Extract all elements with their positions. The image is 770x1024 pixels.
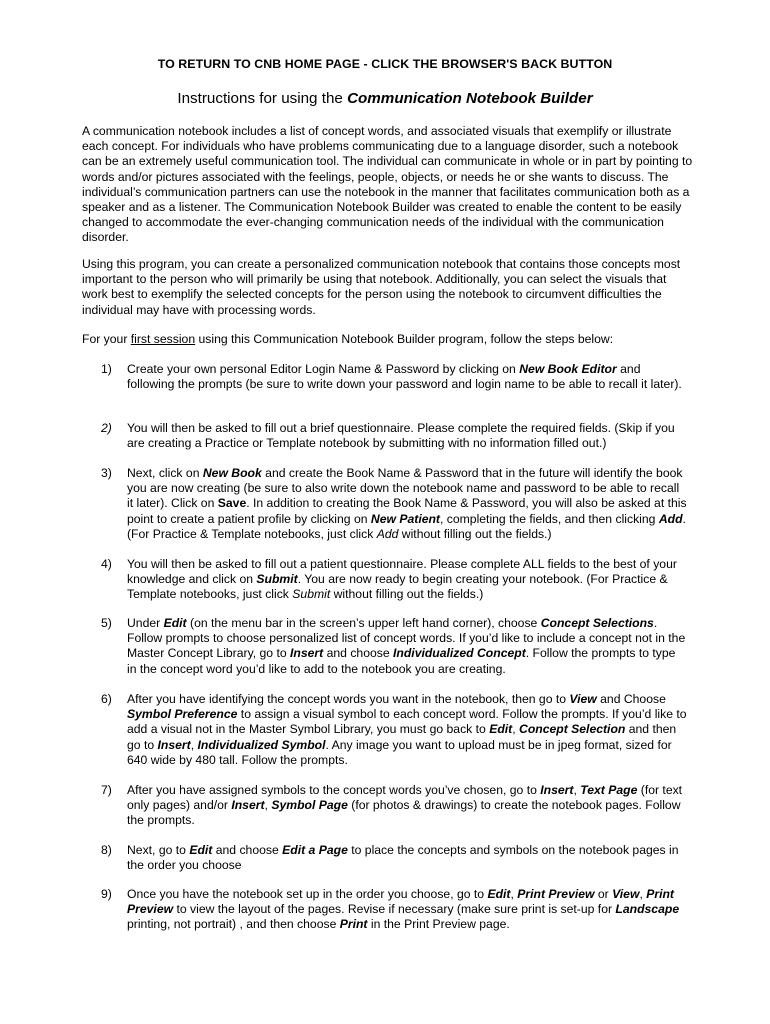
intro-paragraph-3 <box>82 332 694 347</box>
step-text-segment: without filling out the fields.) <box>330 587 484 602</box>
step-text-segment: without filling out the fields.) <box>398 526 552 541</box>
step-emphasis-text: Save <box>217 496 247 511</box>
step-text-segment: Under <box>127 616 164 630</box>
step-text-segment: After you have identifying the concept words you want in the notebook, then go to <box>127 692 570 706</box>
step-text-segment: and choose <box>212 843 283 857</box>
step-text <box>127 616 687 677</box>
intro-paragraph-2: Using this program, you can create a personalized communication notebook that contains those concepts most important to the person who will primarily be using that notebook. Additionally, you can select the visuals that work best to exemplify the selected concepts for the person using the notebook to circumvent difficulties the individual may have with processing words. <box>82 257 681 317</box>
step-text-segment: , <box>510 887 518 901</box>
step-emphasis-text: Print <box>339 917 368 932</box>
step-emphasis-text: Concept Selections <box>540 616 654 630</box>
title-emphasis: Communication Notebook Builder <box>347 90 593 107</box>
step-emphasis-text: Insert <box>157 737 191 752</box>
step-text-segment: or <box>594 887 613 901</box>
step-text-segment: . You are now ready to begin creating your notebook. (For Practice & Template notebooks, just click <box>127 572 668 602</box>
step-text-segment: . Any image you want to upload must be in jpeg format, sized for 640 wide by 480 tall. Follow the prompts. <box>127 737 672 767</box>
step-text-segment: , <box>639 887 647 901</box>
step-text <box>127 692 687 768</box>
step-emphasis-text: Add <box>658 511 683 526</box>
step-text-segment: and choose <box>323 646 394 661</box>
step-emphasis-text: Concept Selection <box>519 722 626 737</box>
step-emphasis-text: Insert <box>290 646 324 661</box>
step-text-segment: You will then be asked to fill out a brief questionnaire. Please complete the required fields. (Skip if you are creating a Practice or Template notebook by submitting with no information filled out.) <box>127 421 675 451</box>
step-emphasis-text: Edit <box>487 887 511 901</box>
step-text-segment: and then go to <box>127 722 677 752</box>
step-text-segment: to view the layout of the pages. Revise if necessary (make sure print is set-up for <box>173 902 616 917</box>
step-emphasis-text: Submit <box>292 587 331 602</box>
step-text-segment: Next, go to <box>127 843 190 857</box>
step-text-segment: printing, not portrait) , and then choose <box>127 917 340 932</box>
step-emphasis-text: Insert <box>540 783 574 797</box>
step-text-segment: , <box>264 798 272 813</box>
step-text-segment: , <box>512 722 520 737</box>
step-number: 9) <box>101 887 112 901</box>
step-text <box>127 783 687 829</box>
first-session-text: first session <box>130 332 196 346</box>
step-text-segment: (for text only pages) and/or <box>127 783 683 813</box>
step-text-segment: (on the menu bar in the screen’s upper left hand corner), choose <box>186 616 541 630</box>
step-emphasis-text: Individualized Symbol <box>197 737 326 752</box>
step-emphasis-text: Edit <box>163 616 187 630</box>
step-emphasis-text: Symbol Page <box>271 798 348 813</box>
step-emphasis-text: View <box>612 887 640 901</box>
step-emphasis-text: Landscape <box>615 902 680 917</box>
step-emphasis-text: Submit <box>256 572 298 587</box>
step-text-segment: . Follow the prompts to type in the concept word you’d like to add to the notebook you are creating. <box>127 646 676 676</box>
step-text-segment: , <box>190 737 198 752</box>
step-number: 2) <box>101 421 112 435</box>
step-number: 4) <box>101 557 112 571</box>
step-emphasis-text: New Book <box>202 466 262 480</box>
step-text-segment: in the Print Preview page. <box>367 917 510 932</box>
step-emphasis-text: Insert <box>231 798 265 813</box>
intro-p3-start: For your <box>82 332 131 346</box>
step-text <box>127 887 687 933</box>
step-number: 1) <box>101 362 112 376</box>
step-emphasis-text: View <box>569 692 597 706</box>
step-text-segment: You will then be asked to fill out a patient questionnaire. Please complete ALL fields to the best of your knowledge and click on <box>127 557 677 587</box>
step-emphasis-text: Edit <box>489 722 513 737</box>
step-emphasis-text: Add <box>376 526 399 541</box>
step-text-segment: to place the concepts and symbols on the notebook pages in the order you choose <box>127 843 679 873</box>
step-number: 5) <box>101 616 112 630</box>
step-text-segment: Once you have the notebook set up in the order you choose, go to <box>127 887 488 901</box>
step-text <box>127 466 687 542</box>
step-text-segment: , <box>573 783 581 797</box>
step-text-segment: and following the prompts (be sure to write down your password and login name to be able to recall it later). <box>127 362 682 392</box>
step-emphasis-text: Individualized Concept <box>393 646 526 661</box>
step-emphasis-text: Edit a Page <box>282 843 348 857</box>
step-text-segment: and Choose <box>596 692 666 706</box>
step-number: 7) <box>101 783 112 797</box>
step-text <box>127 362 687 392</box>
step-text-segment: . (For Practice & Template notebooks, just click <box>127 511 686 541</box>
title-prefix: Instructions for using the <box>177 90 348 107</box>
step-emphasis-text: New Book Editor <box>519 362 617 376</box>
step-text-segment: . Follow prompts to choose personalized list of concept words. If you’d like to include a concept not in the Master Concept Library, go to <box>127 616 686 661</box>
step-text-segment: to assign a visual symbol to each concept word. Follow the prompts. If you’d like to add a visual not in the Master Symbol Library, you must go back to <box>127 707 687 737</box>
intro-paragraph-1: A communication notebook includes a list of concept words, and associated visuals that exemplify or illustrate each concept. For individuals who have problems communicating due to a language disorder, such a notebook can be an extremely useful communication tool. The individual can communicate in whole or in part by pointing to words and/or pictures associated with the feelings, people, objects, or needs he or she wants to discuss. The individual’s communication partners can use the notebook in the manner that facilitates communication both as a speaker and as a listener. The Communication Notebook Builder was created to enable the content to be easily changed to accommodate the ever-changing communication needs of the individual with the communication disorder. <box>82 124 693 245</box>
step-emphasis-text: Edit <box>189 843 213 857</box>
step-emphasis-text: New Patient <box>370 511 440 526</box>
step-text-segment: and create the Book Name & Password that in the future will identify the book you are now creating (be sure to also write down the notebook name and password to be able to recall it later). Click on <box>127 466 683 511</box>
step-text <box>127 421 687 451</box>
page-title <box>0 90 770 108</box>
return-home-note: TO RETURN TO CNB HOME PAGE - CLICK THE BROWSER'S BACK BUTTON <box>157 57 613 71</box>
step-text <box>127 843 687 873</box>
step-number: 6) <box>101 692 112 706</box>
step-text-segment: (for photos & drawings) to create the notebook pages. Follow the prompts. <box>127 798 681 828</box>
step-text-segment: Create your own personal Editor Login Name & Password by clicking on <box>127 362 520 376</box>
step-text-segment: . In addition to creating the Book Name & Password, you will also be asked at this point to create a patient profile by clicking on <box>127 496 687 526</box>
step-emphasis-text: Print Preview <box>127 887 674 917</box>
step-emphasis-text: Print Preview <box>517 887 595 901</box>
step-text-segment: Next, click on <box>127 466 203 480</box>
step-text-segment: , completing the fields, and then clicking <box>440 511 659 526</box>
step-emphasis-text: Symbol Preference <box>127 707 238 722</box>
step-emphasis-text: Text Page <box>580 783 638 797</box>
intro-p3-end: using this Communication Notebook Builder program, follow the steps below: <box>195 332 614 346</box>
step-number: 3) <box>101 466 112 480</box>
step-text <box>127 557 687 603</box>
step-text-segment: After you have assigned symbols to the concept words you’ve chosen, go to <box>127 783 541 797</box>
step-number: 8) <box>101 843 112 857</box>
